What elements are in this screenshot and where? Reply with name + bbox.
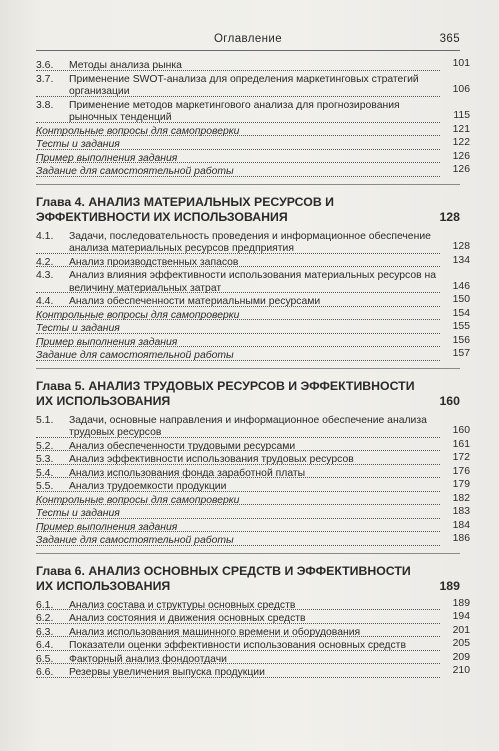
- entry-number: 3.6.: [36, 60, 54, 71]
- toc-entry: [36, 323, 470, 334]
- entry-text: Задачи, основные направления и информационное обеспечение анализа трудовых ресурсов: [69, 414, 427, 438]
- toc-entry: [36, 481, 470, 492]
- chapter-page: 189: [439, 578, 460, 593]
- entry-number: 5.2.: [36, 440, 54, 452]
- entry-number: 5.5.: [36, 481, 54, 492]
- entry-text: Задание для самостоятельной работы: [36, 535, 234, 546]
- toc-entry: [36, 296, 470, 307]
- entry-text: Применение методов маркетингового анализа для прогнозирования рыночных тенденций: [69, 99, 400, 123]
- entry-number: 6.2.: [36, 613, 54, 624]
- entry-page: 186: [452, 533, 470, 544]
- toc-entry: [36, 640, 470, 651]
- entry-number: 6.3.: [36, 626, 54, 638]
- header-title: Оглавление: [213, 33, 283, 45]
- entry-page: 134: [452, 254, 470, 266]
- divider: [36, 184, 460, 185]
- toc-section-6: [36, 597, 470, 678]
- entry-page: 201: [452, 624, 470, 636]
- divider: [36, 368, 460, 369]
- entry-text: Пример выполнения задания: [36, 152, 178, 164]
- toc-entry: [36, 667, 470, 678]
- entry-page: 172: [452, 452, 470, 463]
- entry-text: Анализ состояния и движения основных средств: [69, 613, 306, 624]
- entry-page: 183: [452, 506, 470, 517]
- entry-page: 128: [452, 241, 470, 252]
- chapter-title: Глава 6. АНАЛИЗ ОСНОВНЫХ СРЕДСТВ И ЭФФЕКТИВНОСТИ ИХ ИСПОЛЬЗОВАНИЯ: [36, 563, 411, 593]
- entry-text: Факторный анализ фондоотдачи: [69, 653, 227, 665]
- entry-page: 121: [452, 123, 470, 135]
- entry-number: 6.1.: [36, 599, 54, 611]
- entry-text: Задание для самостоятельной работы: [36, 350, 234, 361]
- toc-section-3: [36, 60, 470, 177]
- toc-entry: [36, 651, 470, 665]
- entry-page: 154: [452, 307, 470, 319]
- entry-text: Показатели оценки эффективности использования основных средств: [69, 640, 406, 651]
- entry-text: Контрольные вопросы для самопроверки: [36, 494, 240, 506]
- toc-entry: [36, 166, 470, 177]
- entry-page: 189: [452, 597, 470, 609]
- toc-entry: [36, 492, 470, 506]
- entry-page: 179: [452, 479, 470, 490]
- entry-page: 156: [452, 334, 470, 346]
- entry-text: Резервы увеличения выпуска продукции: [69, 667, 265, 678]
- entry-number: 3.7.: [36, 73, 54, 85]
- chapter-heading: [36, 195, 470, 225]
- toc-entry: [36, 150, 470, 164]
- entry-page: 176: [452, 465, 470, 477]
- toc-entry: [36, 597, 470, 611]
- chapter-heading: [36, 564, 470, 594]
- chapter-heading: [36, 379, 470, 409]
- entry-page: 184: [452, 519, 470, 531]
- entry-page: 115: [453, 110, 470, 121]
- toc-entry: [36, 613, 470, 624]
- entry-number: 4.3.: [36, 270, 54, 281]
- entry-number: 5.1.: [36, 414, 54, 426]
- toc-entry: [36, 438, 470, 452]
- entry-number: 3.8.: [36, 99, 54, 111]
- toc-entry: [36, 231, 470, 254]
- header-page-number: 365: [439, 33, 460, 45]
- toc-entry: [36, 100, 470, 123]
- entry-text: Анализ использования машинного времени и оборудования: [69, 626, 361, 638]
- entry-page: 157: [452, 348, 470, 359]
- entry-text: Методы анализа рынка: [69, 60, 182, 71]
- entry-text: Контрольные вопросы для самопроверки: [36, 125, 240, 137]
- toc-entry: [36, 60, 470, 71]
- entry-number: 5.3.: [36, 454, 54, 465]
- toc-entry: [36, 415, 470, 438]
- entry-text: Тесты и задания: [36, 139, 120, 150]
- entry-number: 6.6.: [36, 667, 54, 678]
- toc-entry: [36, 123, 470, 137]
- chapter-title: Глава 5. АНАЛИЗ ТРУДОВЫХ РЕСУРСОВ И ЭФФЕКТИВНОСТИ ИХ ИСПОЛЬЗОВАНИЯ: [36, 378, 415, 408]
- toc-entry: [36, 465, 470, 479]
- entry-page: 101: [452, 58, 470, 69]
- entry-page: 209: [452, 651, 470, 663]
- entry-number: 4.4.: [36, 296, 54, 307]
- entry-text: Анализ трудоемкости продукции: [69, 481, 227, 492]
- entry-text: Пример выполнения задания: [36, 336, 178, 348]
- entry-text: Анализ обеспеченности трудовыми ресурсами: [69, 440, 296, 452]
- entry-page: 150: [452, 294, 470, 305]
- toc-section-4: [36, 231, 470, 361]
- toc-entry: [36, 74, 470, 97]
- toc-entry: [36, 508, 470, 519]
- entry-page: 194: [452, 611, 470, 622]
- entry-number: 4.1.: [36, 230, 54, 242]
- toc-entry: [36, 254, 470, 268]
- entry-text: Анализ эффективности использования трудовых ресурсов: [69, 454, 354, 465]
- entry-page: 126: [452, 150, 470, 162]
- entry-page: 161: [452, 438, 470, 450]
- entry-text: Задание для самостоятельной работы: [36, 166, 234, 177]
- entry-text: Задачи, последовательность проведения и информационное обеспечение анализа материальных ресурсов предприятия: [69, 230, 431, 254]
- chapter-page: 128: [439, 209, 460, 224]
- toc-entry: [36, 350, 470, 361]
- entry-text: Контрольные вопросы для самопроверки: [36, 309, 240, 321]
- entry-text: Пример выполнения задания: [36, 521, 178, 533]
- toc-entry: [36, 454, 470, 465]
- entry-page: 155: [452, 321, 470, 332]
- entry-text: Анализ обеспеченности материальными ресурсами: [69, 296, 321, 307]
- entry-text: Применение SWOT-анализа для определения маркетинговых стратегий организации: [69, 73, 419, 97]
- entry-text: Тесты и задания: [36, 323, 120, 334]
- toc-section-5: [36, 415, 470, 546]
- entry-number: 5.4.: [36, 467, 54, 479]
- entry-number: 4.2.: [36, 256, 54, 268]
- entry-text: Тесты и задания: [36, 508, 120, 519]
- entry-page: 182: [452, 492, 470, 504]
- divider: [36, 553, 460, 554]
- entry-page: 106: [452, 84, 470, 95]
- entry-page: 126: [452, 164, 470, 175]
- entry-page: 210: [452, 665, 470, 676]
- chapter-title: Глава 4. АНАЛИЗ МАТЕРИАЛЬНЫХ РЕСУРСОВ И ЭФФЕКТИВНОСТИ ИХ ИСПОЛЬЗОВАНИЯ: [36, 194, 334, 224]
- entry-page: 205: [452, 638, 470, 649]
- entry-text: Анализ влияния эффективности использования материальных ресурсов на величину материальных затрат: [69, 270, 437, 294]
- entry-text: Анализ использования фонда заработной платы: [69, 467, 306, 479]
- toc-entry: [36, 139, 470, 150]
- running-header: [36, 33, 460, 51]
- table-of-contents: [36, 60, 470, 681]
- entry-page: 146: [452, 280, 470, 292]
- toc-entry: [36, 535, 470, 546]
- entry-number: 6.4.: [36, 640, 54, 651]
- toc-entry: [36, 519, 470, 533]
- toc-entry: [36, 270, 470, 293]
- entry-text: Анализ производственных запасов: [69, 256, 239, 268]
- toc-entry: [36, 624, 470, 638]
- chapter-page: 160: [439, 393, 460, 408]
- entry-page: 160: [452, 425, 470, 436]
- entry-page: 122: [452, 137, 470, 148]
- toc-entry: [36, 334, 470, 348]
- toc-entry: [36, 307, 470, 321]
- entry-number: 6.5.: [36, 653, 54, 665]
- entry-text: Анализ состава и структуры основных средств: [69, 599, 296, 611]
